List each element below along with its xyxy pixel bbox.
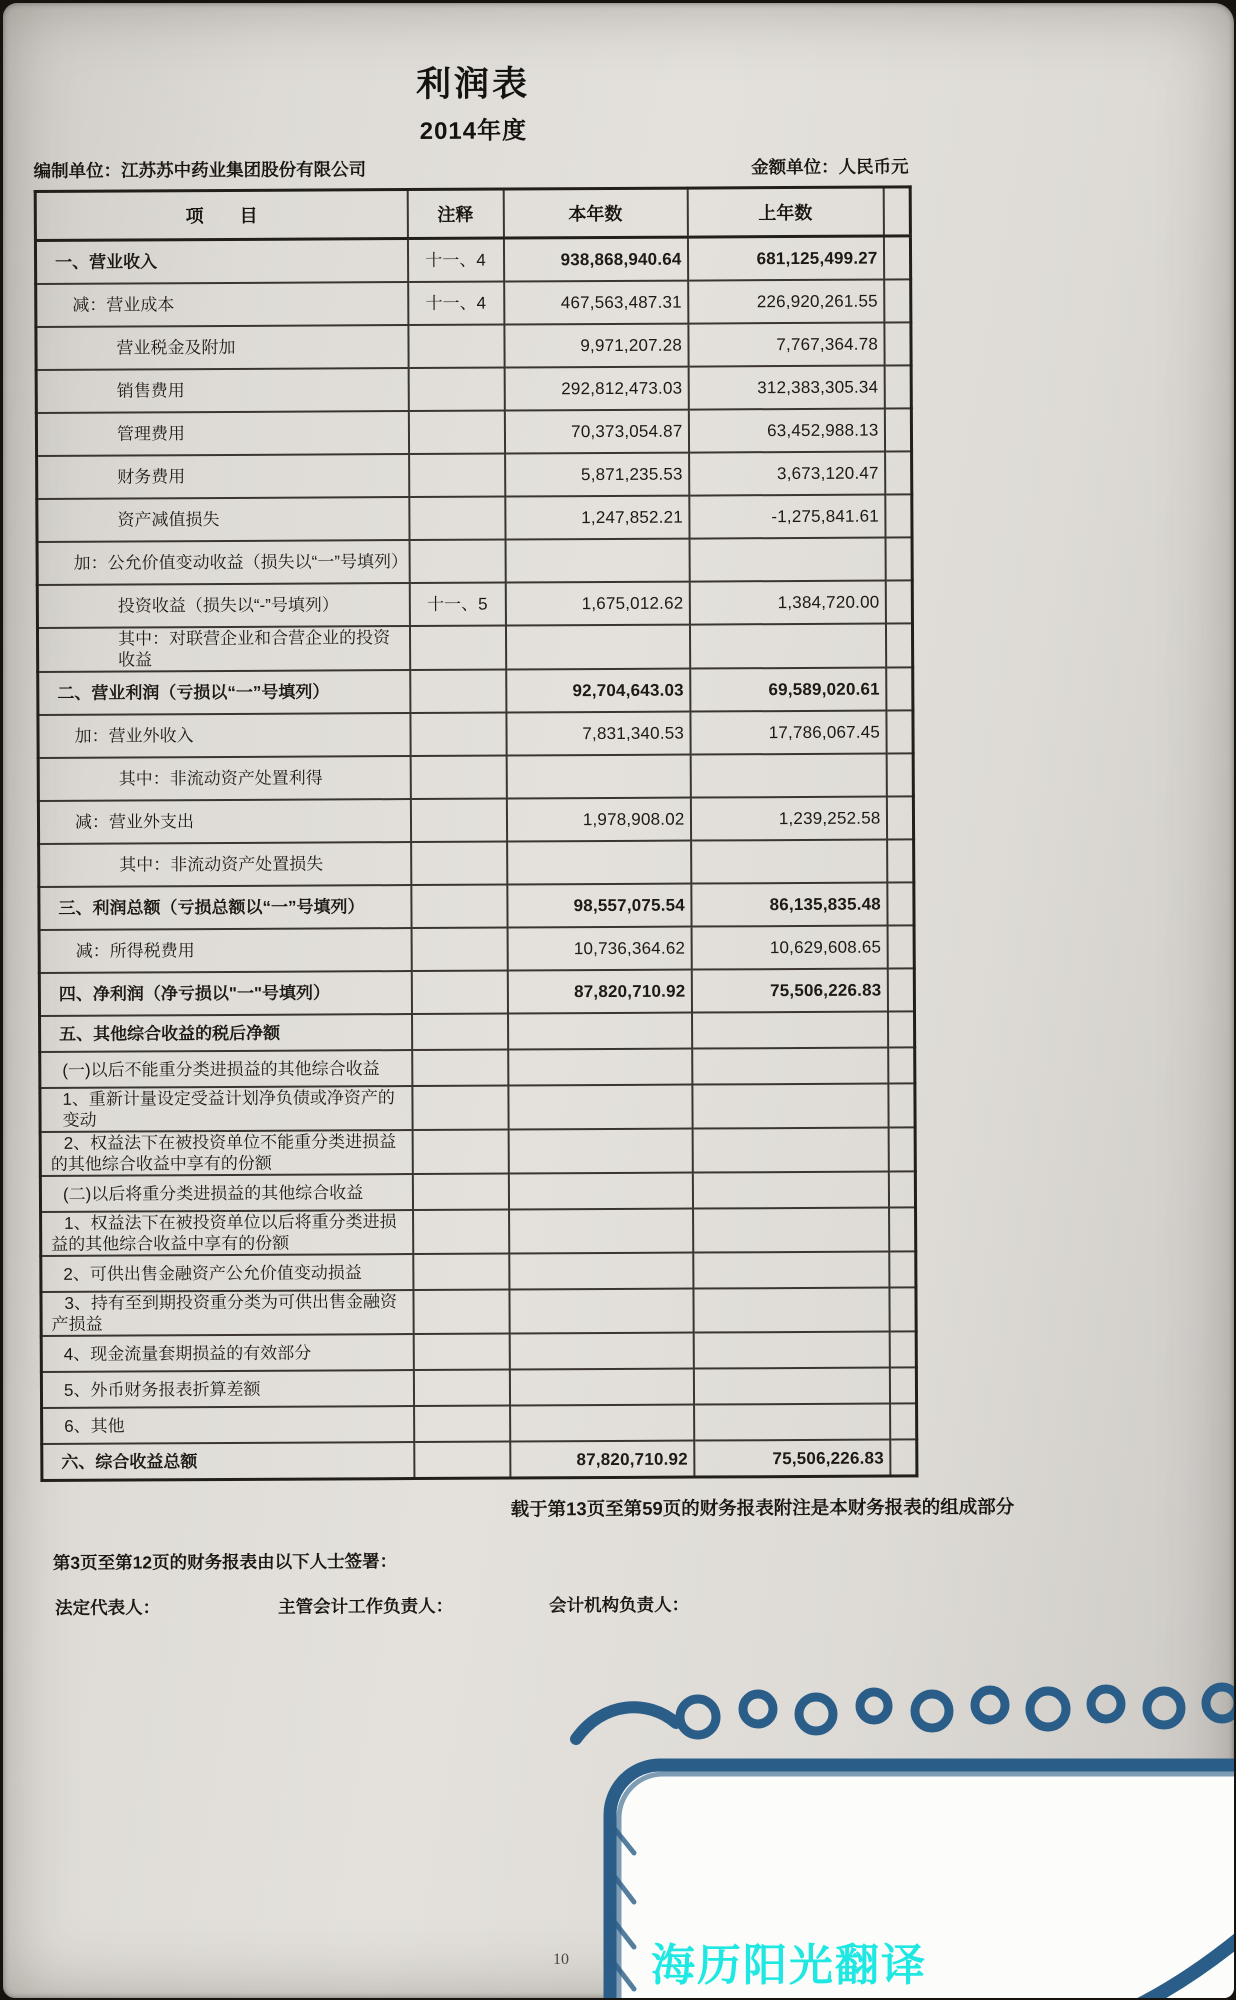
item-cell: 三、利润总额（亏损总额以“一”号填列） xyxy=(39,885,411,930)
watermark-text: 海历阳光翻译 xyxy=(651,1941,927,1990)
margin-cell xyxy=(889,1251,916,1287)
prepared-by-value: 江苏苏中药业集团股份有限公司 xyxy=(121,159,367,181)
item-cell: 资产减值损失 xyxy=(37,497,409,542)
item-cell: 2、权益法下在被投资单位不能重分类进损益的其他综合收益中享有的份额 xyxy=(40,1130,412,1176)
margin-cell xyxy=(885,451,912,494)
item-cell: 营业税金及附加 xyxy=(36,325,408,370)
prior-year-cell xyxy=(692,1172,888,1209)
current-year-cell: 10,736,364.62 xyxy=(507,927,691,971)
current-year-cell xyxy=(509,1369,693,1406)
current-year-cell: 467,563,487.31 xyxy=(504,281,688,325)
current-year-cell xyxy=(505,625,689,670)
item-cell: 一、营业收入 xyxy=(35,239,407,284)
note-cell: 十一、4 xyxy=(408,282,504,326)
current-year-cell: 87,820,710.92 xyxy=(507,970,691,1014)
margin-cell xyxy=(886,667,913,710)
note-cell xyxy=(414,1406,510,1443)
table-row xyxy=(39,925,914,973)
note-cell xyxy=(412,1130,508,1175)
table-row xyxy=(38,710,913,758)
current-year-cell xyxy=(507,841,691,885)
note-cell xyxy=(411,971,507,1015)
note-cell: 十一、4 xyxy=(407,238,503,282)
prior-year-cell: 681,125,499.27 xyxy=(687,236,883,281)
doodle-loops xyxy=(576,1687,1234,1739)
item-cell: 3、持有至到期投资重分类为可供出售金融资产损益 xyxy=(41,1290,413,1336)
column-header: 本年数 xyxy=(503,188,687,238)
note-cell xyxy=(413,1334,509,1371)
prior-year-cell xyxy=(691,840,887,884)
amount-unit-value: 人民币元 xyxy=(838,156,909,177)
table-row xyxy=(41,1287,916,1336)
prior-year-cell: 17,786,067.45 xyxy=(690,711,886,755)
current-year-cell: 87,820,710.92 xyxy=(510,1441,694,1478)
note-cell xyxy=(410,670,506,714)
note-cell xyxy=(413,1370,509,1407)
note-cell xyxy=(408,325,504,369)
prior-year-cell xyxy=(690,754,886,798)
current-year-cell xyxy=(508,1013,692,1050)
table-row xyxy=(37,623,912,672)
table-row xyxy=(40,1171,915,1212)
column-header: 上年数 xyxy=(687,187,883,237)
signatory-label: 会计机构负责人： xyxy=(549,1594,690,1616)
current-year-cell xyxy=(509,1253,693,1290)
item-cell: 六、综合收益总额 xyxy=(42,1442,414,1480)
item-cell: 二、营业利润（亏损以“一”号填列） xyxy=(38,670,410,715)
note-cell xyxy=(409,497,505,541)
signatory-label: 法定代表人： xyxy=(55,1597,161,1618)
prior-year-cell xyxy=(693,1252,889,1289)
current-year-cell: 98,557,075.54 xyxy=(507,884,691,928)
margin-cell xyxy=(885,494,912,537)
note-cell xyxy=(410,756,506,800)
note-cell: 十一、5 xyxy=(409,583,505,627)
prior-year-cell: 75,506,226.83 xyxy=(691,969,887,1013)
statement-content xyxy=(33,54,1015,1620)
signature-row xyxy=(41,1590,921,1620)
prior-year-cell: 312,383,305.34 xyxy=(688,366,884,410)
item-cell: 其中：非流动资产处置利得 xyxy=(38,756,410,801)
margin-cell xyxy=(889,1367,916,1403)
table-row xyxy=(39,882,914,930)
notes-reference-line: 载于第13页至第59页的财务报表附注是本财务报表的组成部分 xyxy=(510,1495,1015,1520)
item-cell: (二)以后将重分类进损益的其他综合收益 xyxy=(40,1174,412,1212)
margin-cell xyxy=(885,580,912,623)
note-cell xyxy=(409,454,505,498)
table-row xyxy=(37,537,912,585)
margin-cell xyxy=(883,236,910,280)
prior-year-cell: 75,506,226.83 xyxy=(694,1440,890,1478)
table-row xyxy=(36,408,911,456)
table-row xyxy=(40,1011,915,1052)
table-row xyxy=(42,1403,917,1444)
margin-cell xyxy=(888,1047,915,1083)
margin-cell xyxy=(887,925,914,968)
note-cell xyxy=(409,540,505,584)
prior-year-cell xyxy=(694,1404,890,1441)
item-cell: 销售费用 xyxy=(36,368,408,413)
prior-year-cell xyxy=(692,1084,888,1129)
prior-year-cell xyxy=(692,1128,888,1173)
page-number: 10 xyxy=(553,1951,569,1968)
current-year-cell xyxy=(509,1289,693,1334)
table-row xyxy=(38,796,913,844)
item-cell: 6、其他 xyxy=(42,1406,414,1444)
margin-cell xyxy=(887,882,914,925)
meta-row xyxy=(34,153,909,183)
header-row xyxy=(35,187,910,241)
current-year-cell xyxy=(508,1049,692,1086)
current-year-cell xyxy=(508,1129,692,1174)
amount-unit xyxy=(751,153,909,179)
current-year-cell xyxy=(509,1333,693,1370)
margin-cell xyxy=(887,968,914,1011)
prior-year-cell xyxy=(693,1288,889,1333)
item-cell: 投资收益（损失以“-”号填列） xyxy=(37,583,409,628)
column-header: 注释 xyxy=(407,189,503,239)
table-row xyxy=(36,279,911,327)
prior-year-cell: 10,629,608.65 xyxy=(691,926,887,970)
margin-cell xyxy=(889,1287,916,1331)
table-row xyxy=(41,1251,916,1292)
prepared-by-label: 编制单位： xyxy=(33,160,122,181)
prior-year-cell xyxy=(689,538,885,582)
item-cell: (一)以后不能重分类进损益的其他综合收益 xyxy=(40,1050,412,1088)
current-year-cell: 9,971,207.28 xyxy=(504,324,688,368)
note-cell xyxy=(412,1086,508,1131)
margin-cell xyxy=(888,1127,915,1171)
prior-year-cell xyxy=(693,1332,889,1369)
note-cell xyxy=(413,1210,509,1255)
note-cell xyxy=(408,368,504,412)
note-cell xyxy=(413,1254,509,1291)
prior-year-cell xyxy=(693,1208,889,1253)
table-row xyxy=(39,968,914,1016)
margin-cell xyxy=(886,796,913,839)
current-year-cell xyxy=(510,1405,694,1442)
note-cell xyxy=(408,411,504,455)
margin-cell xyxy=(888,1171,915,1207)
prior-year-cell: 63,452,988.13 xyxy=(688,409,884,453)
margin-cell xyxy=(884,408,911,451)
amount-unit-label: 金额单位： xyxy=(751,156,839,178)
item-cell: 五、其他综合收益的税后净额 xyxy=(40,1014,412,1052)
margin-cell xyxy=(884,322,911,365)
note-cell xyxy=(411,842,507,886)
item-cell: 5、外币财务报表折算差额 xyxy=(41,1370,413,1408)
item-cell: 其中：对联营企业和合营企业的投资收益 xyxy=(37,626,409,672)
margin-cell xyxy=(890,1439,917,1476)
margin-cell xyxy=(885,537,912,580)
scanned-page xyxy=(3,3,1234,1998)
table-row xyxy=(41,1367,916,1408)
table-row xyxy=(39,839,914,887)
table-row xyxy=(41,1207,916,1256)
current-year-cell xyxy=(506,755,690,799)
prior-year-cell: 86,135,835.48 xyxy=(691,883,887,927)
item-cell: 其中：非流动资产处置损失 xyxy=(39,842,411,887)
table-row xyxy=(40,1083,915,1132)
table-row xyxy=(40,1127,915,1176)
prior-year-cell xyxy=(689,624,885,669)
margin-cell xyxy=(887,839,914,882)
item-cell: 1、重新计量设定受益计划净负债或净资产的变动 xyxy=(40,1086,412,1132)
note-cell xyxy=(412,1014,508,1051)
table-row xyxy=(38,753,913,801)
margin-cell xyxy=(887,1011,914,1047)
item-cell: 减：营业成本 xyxy=(36,282,408,327)
item-cell: 财务费用 xyxy=(37,454,409,499)
table-row xyxy=(42,1439,917,1480)
item-cell: 4、现金流量套期损益的有效部分 xyxy=(41,1334,413,1372)
margin-cell xyxy=(889,1331,916,1367)
current-year-cell xyxy=(509,1209,693,1254)
current-year-cell: 5,871,235.53 xyxy=(505,453,689,497)
margin-cell xyxy=(886,753,913,796)
current-year-cell: 1,675,012.62 xyxy=(505,582,689,626)
table-row xyxy=(40,1047,915,1088)
current-year-cell: 292,812,473.03 xyxy=(504,367,688,411)
note-cell xyxy=(409,626,505,671)
table-row xyxy=(41,1331,916,1372)
prior-year-cell: 1,239,252.58 xyxy=(690,797,886,841)
note-cell xyxy=(412,1050,508,1087)
table-row xyxy=(38,667,913,715)
current-year-cell xyxy=(505,539,689,583)
table-row xyxy=(37,580,912,628)
current-year-cell: 938,868,940.64 xyxy=(503,237,687,281)
income-statement-table xyxy=(34,185,919,1482)
note-cell xyxy=(410,799,506,843)
signatory-label: 主管会计工作负责人： xyxy=(278,1595,454,1617)
note-cell xyxy=(413,1290,509,1335)
prior-year-cell: -1,275,841.61 xyxy=(689,495,885,539)
table-row xyxy=(36,322,911,370)
item-cell: 管理费用 xyxy=(36,411,408,456)
item-cell: 1、权益法下在被投资单位以后将重分类进损益的其他综合收益中享有的份额 xyxy=(41,1210,413,1256)
current-year-cell: 1,247,852.21 xyxy=(505,496,689,540)
table-row xyxy=(37,451,912,499)
current-year-cell: 70,373,054.87 xyxy=(504,410,688,454)
item-cell: 减：所得税费用 xyxy=(39,928,411,973)
signature-intro: 第3页至第12页的财务报表由以下人士签署： xyxy=(52,1551,398,1573)
note-cell xyxy=(411,928,507,972)
prior-year-cell: 7,767,364.78 xyxy=(688,323,884,367)
item-cell: 加：公允价值变动收益（损失以“一”号填列） xyxy=(37,540,409,585)
current-year-cell xyxy=(508,1173,692,1210)
margin-cell xyxy=(890,1403,917,1439)
prior-year-cell xyxy=(692,1012,888,1049)
item-cell: 2、可供出售金融资产公允价值变动损益 xyxy=(41,1254,413,1292)
current-year-cell xyxy=(508,1085,692,1130)
table-row xyxy=(35,236,910,284)
current-year-cell: 7,831,340.53 xyxy=(506,712,690,756)
column-header: 项 目 xyxy=(35,190,407,241)
table-row xyxy=(37,494,912,542)
prior-year-cell: 226,920,261.55 xyxy=(688,280,884,324)
margin-cell xyxy=(884,365,911,408)
item-cell: 四、净利润（净亏损以"一"号填列） xyxy=(39,971,411,1016)
margin-cell xyxy=(888,1083,915,1127)
item-cell: 加：营业外收入 xyxy=(38,713,410,758)
margin-cell xyxy=(889,1207,916,1251)
column-header-extra xyxy=(883,187,910,236)
prior-year-cell: 1,384,720.00 xyxy=(689,581,885,625)
prior-year-cell: 3,673,120.47 xyxy=(689,452,885,496)
margin-cell xyxy=(885,623,912,667)
prior-year-cell xyxy=(693,1368,889,1405)
margin-cell xyxy=(886,710,913,753)
note-cell xyxy=(414,1442,510,1479)
table-row xyxy=(36,365,911,413)
page-title: 利润表 xyxy=(416,64,531,104)
current-year-cell: 1,978,908.02 xyxy=(506,798,690,842)
note-cell xyxy=(410,713,506,757)
prepared-by xyxy=(34,156,367,183)
margin-cell xyxy=(884,279,911,322)
prior-year-cell: 69,589,020.61 xyxy=(690,668,886,712)
page-subtitle: 2014年度 xyxy=(419,117,528,145)
prior-year-cell xyxy=(692,1048,888,1085)
note-cell xyxy=(411,885,507,929)
note-cell xyxy=(412,1174,508,1211)
current-year-cell: 92,704,643.03 xyxy=(506,669,690,713)
item-cell: 减：营业外支出 xyxy=(38,799,410,844)
